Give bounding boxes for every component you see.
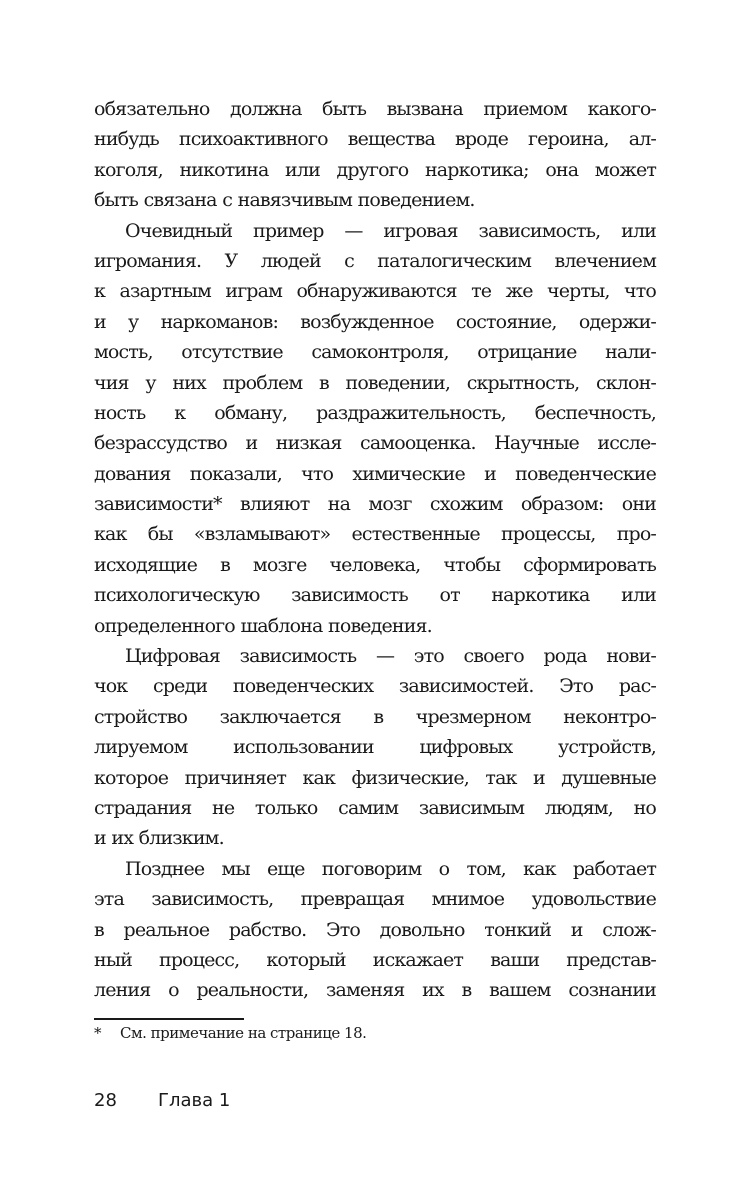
footnote xyxy=(94,1024,366,1042)
paragraph-start-line: Очевидный пример — игровая зависимость, или xyxy=(125,219,656,242)
text-line: к азартным играм обнаруживаются те же черты, что xyxy=(94,280,656,303)
text-line: эта зависимость, превращая мнимое удовольствие xyxy=(94,888,656,911)
text-line: в реальное рабство. Это довольно тонкий и слож- xyxy=(94,918,656,941)
text-line: мость, отсутствие самоконтроля, отрицание нали- xyxy=(94,341,656,364)
page-number: 28 xyxy=(94,1090,117,1111)
paragraph-start-line: Цифровая зависимость — это своего рода нови- xyxy=(125,645,656,668)
text-line: зависимости* влияют на мозг схожим образом: они xyxy=(94,493,656,516)
text-line: лируемом использовании цифровых устройств, xyxy=(94,736,656,759)
text-line: чок среди поведенческих зависимостей. Это рас- xyxy=(94,675,656,698)
text-line: быть связана с навязчивым поведением. xyxy=(94,189,475,212)
text-line: ления о реальности, заменяя их в вашем сознании xyxy=(94,979,656,1002)
footnote-text: См. примечание на странице 18. xyxy=(120,1024,367,1042)
text-line: которое причиняет как физические, так и душевные xyxy=(94,766,656,789)
text-line: обязательно должна быть вызвана приемом какого- xyxy=(94,98,656,120)
chapter-label: Глава 1 xyxy=(158,1090,231,1111)
text-line: исходящие в мозге человека, чтобы сформировать xyxy=(94,553,656,576)
text-line: нибудь психоактивного вещества вроде героина, ал- xyxy=(94,128,656,151)
text-line: игромания. У людей с паталогическим влечением xyxy=(94,249,656,272)
text-line: ный процесс, который искажает ваши представ- xyxy=(94,948,656,971)
text-line: как бы «взламывают» естественные процессы, про- xyxy=(94,523,656,546)
text-line: дования показали, что химические и поведенческие xyxy=(94,462,656,485)
text-line: и их близким. xyxy=(94,827,224,850)
text-line: страдания не только самим зависимым людям, но xyxy=(94,796,656,819)
running-footer xyxy=(94,1090,230,1111)
text-line: психологическую зависимость от наркотика или xyxy=(94,584,656,607)
text-line: коголя, никотина или другого наркотика; она может xyxy=(94,158,656,181)
footnote-marker: * xyxy=(94,1024,101,1042)
text-line: безрассудство и низкая самооценка. Научные иссле- xyxy=(94,432,656,455)
body-text xyxy=(94,94,656,1006)
text-line: и у наркоманов: возбужденное состояние, одержи- xyxy=(94,310,656,333)
text-line: стройство заключается в чрезмерном неконтро- xyxy=(94,705,656,728)
text-line: ность к обману, раздражительность, беспечность, xyxy=(94,401,656,424)
paragraph-start-line: Позднее мы еще поговорим о том, как работает xyxy=(125,857,656,880)
footnote-separator xyxy=(94,1018,244,1020)
text-line: определенного шаблона поведения. xyxy=(94,614,432,637)
text-line: чия у них проблем в поведении, скрытность, склон- xyxy=(94,371,656,394)
